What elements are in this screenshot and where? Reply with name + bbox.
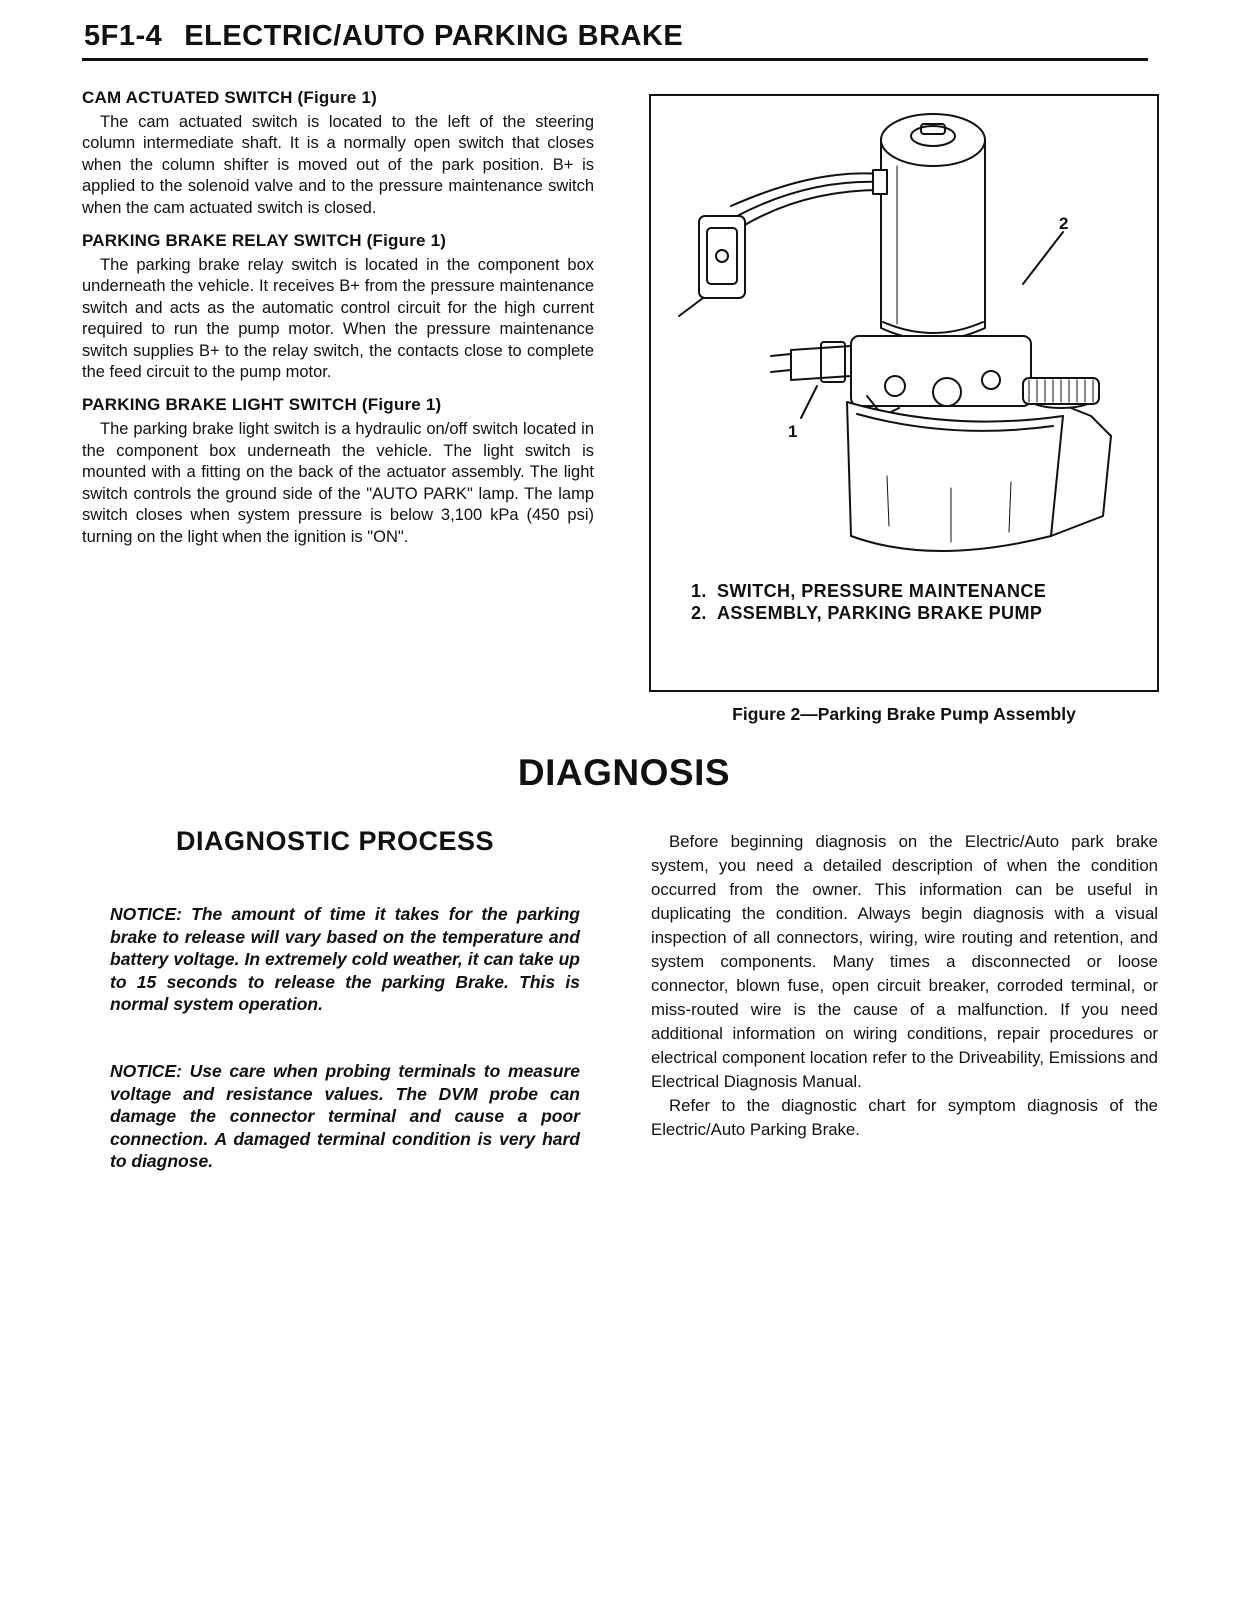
relay-switch-heading: PARKING BRAKE RELAY SWITCH (Figure 1) xyxy=(82,231,447,251)
legend-item-text: SWITCH, PRESSURE MAINTENANCE xyxy=(717,581,1047,601)
header-text xyxy=(84,20,683,53)
legend-item xyxy=(691,602,1131,624)
wire-harness-drawing xyxy=(679,170,887,316)
relay-switch-body: The parking brake relay switch is located in the component box underneath the vehicle. It receives B+ from the pressure maintenance switch and acts as the automatic control circuit for the high current required to run the pump motor. When the pressure maintenance switch supplies B+ to the relay switch, the contacts close to complete the feed circuit to the pump motor. xyxy=(82,256,594,382)
callout-1: 1 xyxy=(788,422,798,441)
relay-switch-section xyxy=(82,231,594,383)
diagnosis-text-column xyxy=(651,830,1158,1142)
figure-box xyxy=(649,94,1159,692)
left-column-switches xyxy=(82,88,594,560)
notice-probing-terminals: NOTICE: Use care when probing terminals to measure voltage and resistance values. The DVM probe can damage the connector terminal and cause a poor connection. A damaged terminal condition is very hard to diagnose. xyxy=(110,1060,580,1172)
diagnosis-chart-paragraph: Refer to the diagnostic chart for symptom diagnosis of the Electric/Auto Parking Brake. xyxy=(651,1096,1158,1139)
legend-item-text: ASSEMBLY, PARKING BRAKE PUMP xyxy=(717,603,1043,623)
pump-body-drawing xyxy=(771,336,1031,416)
figure-caption: Figure 2—Parking Brake Pump Assembly xyxy=(732,704,1076,724)
light-switch-section xyxy=(82,395,594,547)
diagnostic-process-heading: DIAGNOSTIC PROCESS xyxy=(175,826,495,856)
light-switch-heading: PARKING BRAKE LIGHT SWITCH (Figure 1) xyxy=(82,395,442,415)
cam-switch-body: The cam actuated switch is located to the left of the steering column intermediate shaft. It is a normally open switch that closes when the column shifter is moved out of the park position. B+ is applied to the solenoid valve and to the pressure maintenance switch when the cam actuated switch is closed. xyxy=(82,113,594,217)
pump-motor-drawing xyxy=(881,114,985,340)
legend-item xyxy=(691,580,1131,602)
callout-2: 2 xyxy=(1059,214,1069,233)
cam-switch-section xyxy=(82,88,594,219)
diagnosis-intro-paragraph: Before beginning diagnosis on the Electric/Auto park brake system, you need a detailed description of when the condition occurred from the owner. This information can be useful in duplicating the condition. Always begin diagnosis with a visual inspection of all connectors, wiring, wire routing and retention, and system components. Many times a disconnected or loose connector, blown fuse, open circuit breaker, corroded terminal, or miss-routed wire is the cause of a malfunction. If you need additional information on wiring conditions, repair procedures or electrical component location refer to the Driveability, Emissions and Electrical Diagnosis Manual. xyxy=(651,832,1158,1091)
diagnosis-title: DIAGNOSIS xyxy=(517,752,731,793)
notice-release-time: NOTICE: The amount of time it takes for the parking brake to release will vary based on the temperature and battery voltage. In extremely cold weather, it can take up to 15 seconds to release the parking Brake. This is normal system operation. xyxy=(110,904,580,1015)
page-header xyxy=(82,18,1148,61)
light-switch-body: The parking brake light switch is a hydraulic on/off switch located in the component box underneath the vehicle. The light switch is mounted with a fitting on the back of the actuator assembly. The light switch controls the ground side of the "AUTO PARK" lamp. The lamp switch closes when system pressure is below 3,100 kPa (450 psi) turning on the light when the ignition is "ON". xyxy=(82,420,594,546)
legend-item-number: 1. xyxy=(691,581,707,601)
figure-legend xyxy=(691,580,1131,624)
cam-switch-heading: CAM ACTUATED SWITCH (Figure 1) xyxy=(82,88,377,107)
legend-item-number: 2. xyxy=(691,603,707,623)
section-number: 5F1-4 xyxy=(84,20,163,52)
diagnostic-process-column xyxy=(110,826,580,1217)
page-title: ELECTRIC/AUTO PARKING BRAKE xyxy=(184,20,684,52)
